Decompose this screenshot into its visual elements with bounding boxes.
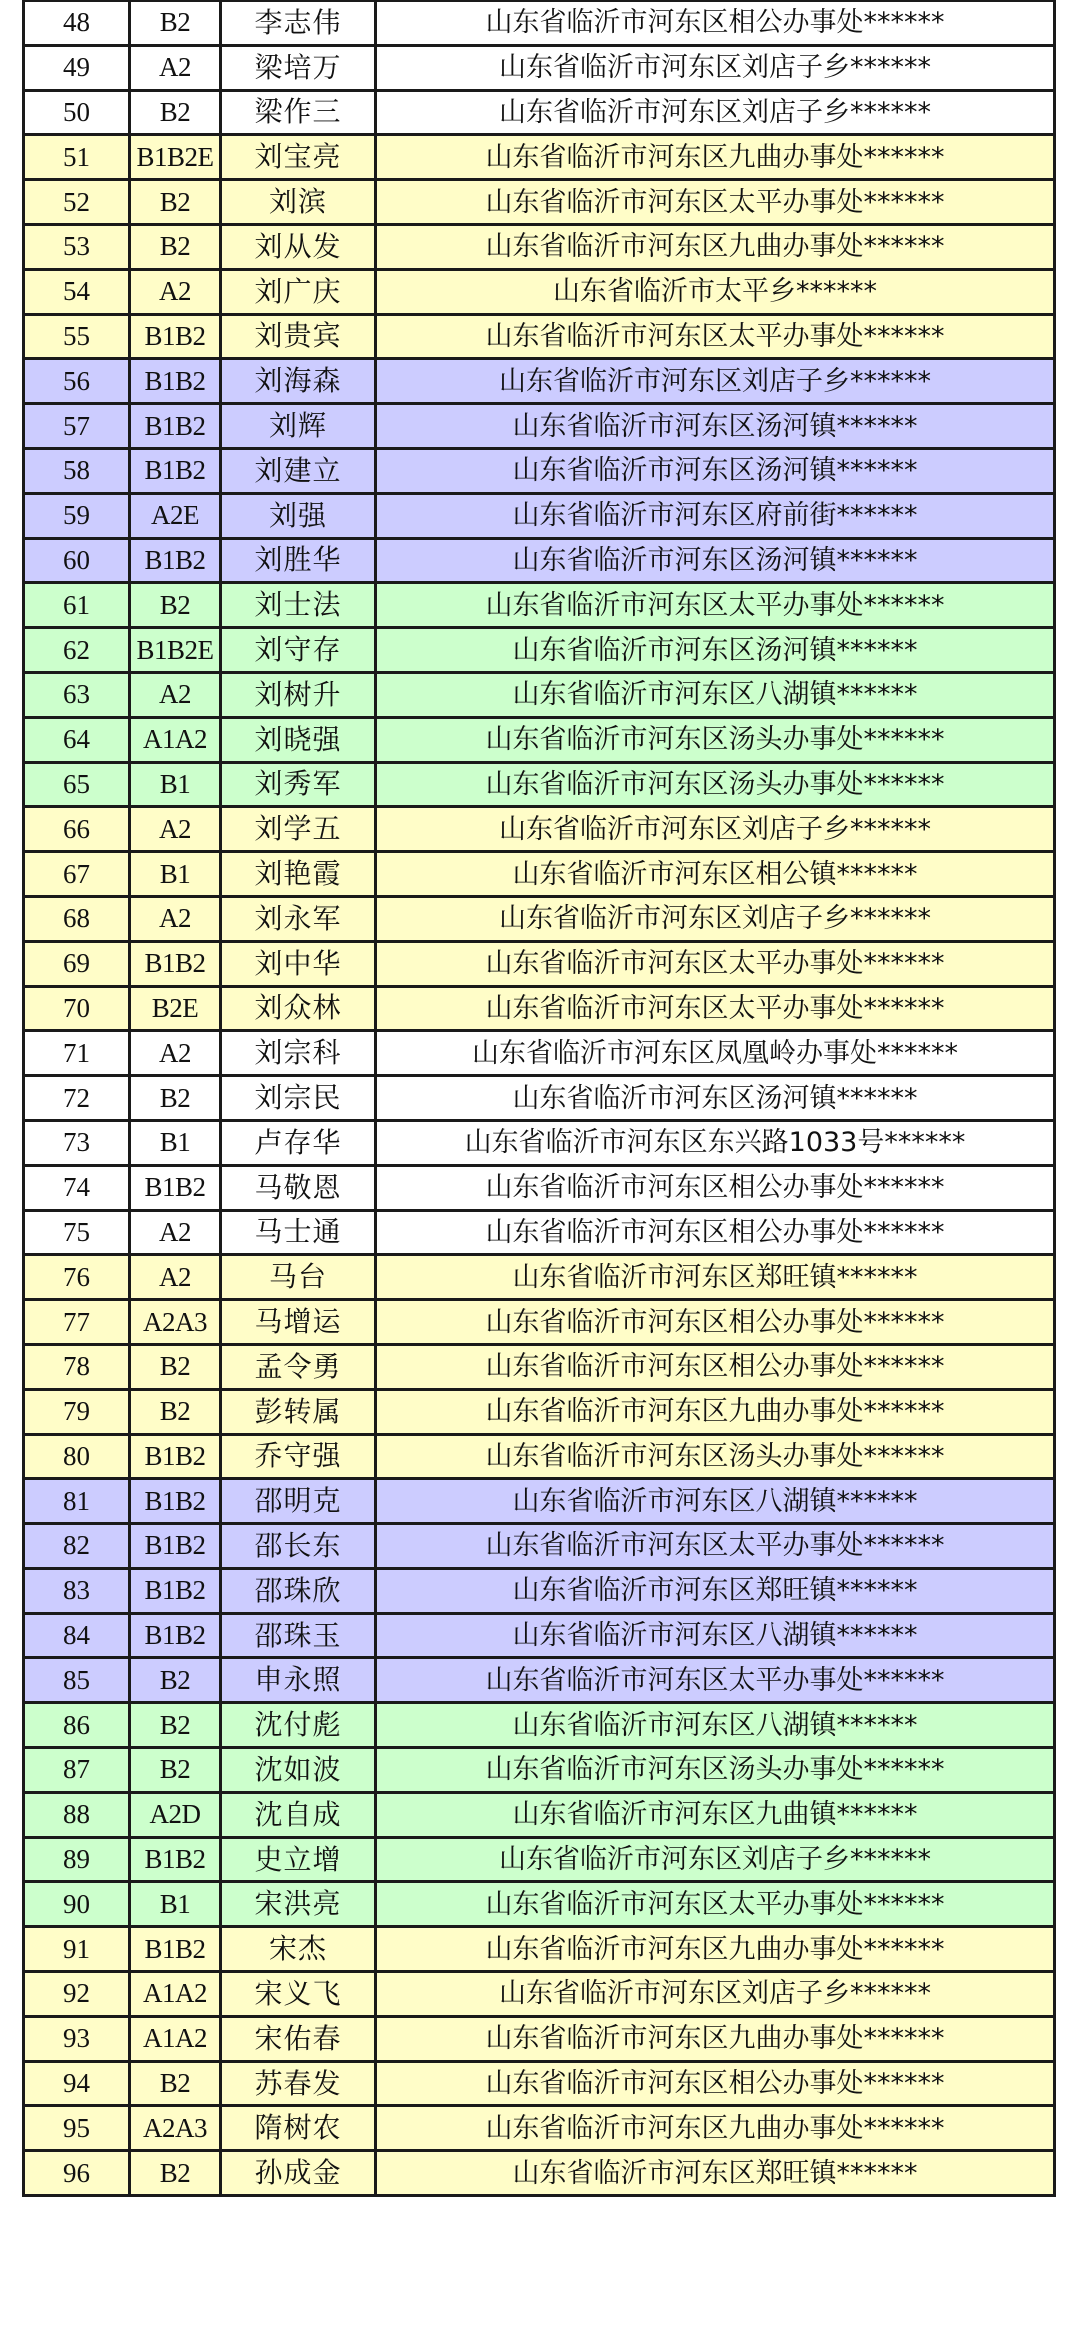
license-class-cell[interactable]: B2 [130, 1389, 221, 1434]
row-number-cell[interactable]: 52 [24, 180, 130, 225]
person-name-cell[interactable]: 刘秀军 [221, 762, 376, 807]
table-row[interactable] [24, 2016, 1055, 2061]
table-row[interactable] [24, 1344, 1055, 1389]
person-name-cell[interactable]: 刘众林 [221, 986, 376, 1031]
address-cell[interactable]: 山东省临沂市河东区八湖镇****** [376, 1479, 1055, 1524]
person-name-cell[interactable]: 刘广庆 [221, 269, 376, 314]
person-name-cell[interactable]: 刘海森 [221, 359, 376, 404]
license-class-cell[interactable]: A2 [130, 896, 221, 941]
license-class-cell[interactable]: A2A3 [130, 1300, 221, 1345]
person-name-cell[interactable]: 乔守强 [221, 1434, 376, 1479]
table-row[interactable] [24, 1882, 1055, 1927]
row-number-cell[interactable]: 71 [24, 1031, 130, 1076]
license-class-cell[interactable]: A2E [130, 493, 221, 538]
address-cell[interactable]: 山东省临沂市河东区太平办事处****** [376, 583, 1055, 628]
address-cell[interactable]: 山东省临沂市河东区郑旺镇****** [376, 1255, 1055, 1300]
address-cell[interactable]: 山东省临沂市河东区太平办事处****** [376, 986, 1055, 1031]
license-class-cell[interactable]: A2 [130, 672, 221, 717]
table-row[interactable] [24, 1658, 1055, 1703]
license-class-cell[interactable]: B1B2 [130, 941, 221, 986]
license-class-cell[interactable]: A2 [130, 1210, 221, 1255]
address-cell[interactable]: 山东省临沂市河东区九曲镇****** [376, 1792, 1055, 1837]
table-row[interactable] [24, 1120, 1055, 1165]
row-number-cell[interactable]: 65 [24, 762, 130, 807]
table-row[interactable] [24, 628, 1055, 673]
table-row[interactable] [24, 762, 1055, 807]
row-number-cell[interactable]: 63 [24, 672, 130, 717]
row-number-cell[interactable]: 82 [24, 1524, 130, 1569]
row-number-cell[interactable]: 93 [24, 2016, 130, 2061]
person-name-cell[interactable]: 梁作三 [221, 90, 376, 135]
table-row[interactable] [24, 896, 1055, 941]
license-class-cell[interactable]: B2 [130, 1703, 221, 1748]
person-name-cell[interactable]: 邵明克 [221, 1479, 376, 1524]
address-cell[interactable]: 山东省临沂市河东区汤头办事处****** [376, 762, 1055, 807]
person-name-cell[interactable]: 刘士法 [221, 583, 376, 628]
person-name-cell[interactable]: 宋佑春 [221, 2016, 376, 2061]
address-cell[interactable]: 山东省临沂市河东区太平办事处****** [376, 941, 1055, 986]
row-number-cell[interactable]: 85 [24, 1658, 130, 1703]
table-row[interactable] [24, 90, 1055, 135]
row-number-cell[interactable]: 59 [24, 493, 130, 538]
table-row[interactable] [24, 1568, 1055, 1613]
row-number-cell[interactable]: 51 [24, 135, 130, 180]
person-name-cell[interactable]: 刘贵宾 [221, 314, 376, 359]
row-number-cell[interactable]: 57 [24, 404, 130, 449]
address-cell[interactable]: 山东省临沂市河东区凤凰岭办事处****** [376, 1031, 1055, 1076]
person-name-cell[interactable]: 邵珠欣 [221, 1568, 376, 1613]
person-name-cell[interactable]: 李志伟 [221, 1, 376, 46]
table-row[interactable] [24, 359, 1055, 404]
person-name-cell[interactable]: 邵珠玉 [221, 1613, 376, 1658]
table-row[interactable] [24, 2151, 1055, 2196]
license-class-cell[interactable]: B1B2 [130, 404, 221, 449]
person-name-cell[interactable]: 沈自成 [221, 1792, 376, 1837]
person-name-cell[interactable]: 沈如波 [221, 1748, 376, 1793]
license-class-cell[interactable]: B1B2 [130, 1568, 221, 1613]
table-row[interactable] [24, 1434, 1055, 1479]
table-row[interactable] [24, 1748, 1055, 1793]
table-row[interactable] [24, 269, 1055, 314]
license-class-cell[interactable]: B2 [130, 1076, 221, 1121]
spreadsheet[interactable] [22, 0, 1053, 2197]
license-class-cell[interactable]: B1B2 [130, 314, 221, 359]
person-name-cell[interactable]: 彭转属 [221, 1389, 376, 1434]
address-cell[interactable]: 山东省临沂市河东区相公办事处****** [376, 1344, 1055, 1389]
license-class-cell[interactable]: A1A2 [130, 717, 221, 762]
row-number-cell[interactable]: 72 [24, 1076, 130, 1121]
address-cell[interactable]: 山东省临沂市河东区相公办事处****** [376, 1, 1055, 46]
row-number-cell[interactable]: 64 [24, 717, 130, 762]
table-row[interactable] [24, 1927, 1055, 1972]
row-number-cell[interactable]: 95 [24, 2106, 130, 2151]
table-row[interactable] [24, 1031, 1055, 1076]
row-number-cell[interactable]: 60 [24, 538, 130, 583]
table-row[interactable] [24, 180, 1055, 225]
license-class-cell[interactable]: B2 [130, 224, 221, 269]
table-row[interactable] [24, 1255, 1055, 1300]
row-number-cell[interactable]: 94 [24, 2061, 130, 2106]
row-number-cell[interactable]: 74 [24, 1165, 130, 1210]
license-class-cell[interactable]: A2 [130, 269, 221, 314]
address-cell[interactable]: 山东省临沂市河东区太平办事处****** [376, 180, 1055, 225]
address-cell[interactable]: 山东省临沂市河东区八湖镇****** [376, 1703, 1055, 1748]
license-class-cell[interactable]: B2 [130, 180, 221, 225]
license-class-cell[interactable]: B2 [130, 1748, 221, 1793]
person-name-cell[interactable]: 卢存华 [221, 1120, 376, 1165]
row-number-cell[interactable]: 68 [24, 896, 130, 941]
license-class-cell[interactable]: A2 [130, 1255, 221, 1300]
table-row[interactable] [24, 852, 1055, 897]
table-row[interactable] [24, 1703, 1055, 1748]
address-cell[interactable]: 山东省临沂市河东区刘店子乡****** [376, 90, 1055, 135]
license-class-cell[interactable]: A2 [130, 45, 221, 90]
row-number-cell[interactable]: 73 [24, 1120, 130, 1165]
row-number-cell[interactable]: 66 [24, 807, 130, 852]
row-number-cell[interactable]: 78 [24, 1344, 130, 1389]
address-cell[interactable]: 山东省临沂市河东区太平办事处****** [376, 1524, 1055, 1569]
address-cell[interactable]: 山东省临沂市河东区汤河镇****** [376, 538, 1055, 583]
person-name-cell[interactable]: 刘中华 [221, 941, 376, 986]
license-class-cell[interactable]: A1A2 [130, 2016, 221, 2061]
address-cell[interactable]: 山东省临沂市河东区太平办事处****** [376, 314, 1055, 359]
row-number-cell[interactable]: 79 [24, 1389, 130, 1434]
row-number-cell[interactable]: 56 [24, 359, 130, 404]
license-class-cell[interactable]: B1B2E [130, 135, 221, 180]
person-name-cell[interactable]: 隋树农 [221, 2106, 376, 2151]
table-row[interactable] [24, 986, 1055, 1031]
person-name-cell[interactable]: 刘从发 [221, 224, 376, 269]
table-row[interactable] [24, 1389, 1055, 1434]
table-row[interactable] [24, 1300, 1055, 1345]
license-class-cell[interactable]: B2 [130, 1, 221, 46]
row-number-cell[interactable]: 76 [24, 1255, 130, 1300]
person-name-cell[interactable]: 宋洪亮 [221, 1882, 376, 1927]
row-number-cell[interactable]: 96 [24, 2151, 130, 2196]
row-number-cell[interactable]: 61 [24, 583, 130, 628]
license-class-cell[interactable]: A2 [130, 807, 221, 852]
row-number-cell[interactable]: 53 [24, 224, 130, 269]
license-class-cell[interactable]: B1 [130, 762, 221, 807]
license-class-cell[interactable]: B1 [130, 852, 221, 897]
table-row[interactable] [24, 493, 1055, 538]
table-row[interactable] [24, 1, 1055, 46]
row-number-cell[interactable]: 75 [24, 1210, 130, 1255]
table-row[interactable] [24, 583, 1055, 628]
address-cell[interactable]: 山东省临沂市河东区汤河镇****** [376, 1076, 1055, 1121]
row-number-cell[interactable]: 58 [24, 448, 130, 493]
address-cell[interactable]: 山东省临沂市河东区太平办事处****** [376, 1882, 1055, 1927]
license-class-cell[interactable]: B2 [130, 1658, 221, 1703]
table-row[interactable] [24, 2061, 1055, 2106]
address-cell[interactable]: 山东省临沂市河东区九曲办事处****** [376, 1389, 1055, 1434]
table-row[interactable] [24, 314, 1055, 359]
row-number-cell[interactable]: 89 [24, 1837, 130, 1882]
license-class-cell[interactable]: B2E [130, 986, 221, 1031]
table-row[interactable] [24, 941, 1055, 986]
license-class-cell[interactable]: A1A2 [130, 1972, 221, 2017]
address-cell[interactable]: 山东省临沂市河东区郑旺镇****** [376, 1568, 1055, 1613]
license-class-cell[interactable]: B1B2 [130, 1837, 221, 1882]
record-table [22, 0, 1056, 2197]
row-number-cell[interactable]: 80 [24, 1434, 130, 1479]
address-cell[interactable]: 山东省临沂市河东区九曲办事处****** [376, 135, 1055, 180]
table-row[interactable] [24, 1076, 1055, 1121]
license-class-cell[interactable]: B1B2 [130, 1434, 221, 1479]
license-class-cell[interactable]: B1B2 [130, 448, 221, 493]
person-name-cell[interactable]: 邵长东 [221, 1524, 376, 1569]
address-cell[interactable]: 山东省临沂市河东区府前街****** [376, 493, 1055, 538]
row-number-cell[interactable]: 90 [24, 1882, 130, 1927]
person-name-cell[interactable]: 史立增 [221, 1837, 376, 1882]
license-class-cell[interactable]: B1B2 [130, 1479, 221, 1524]
person-name-cell[interactable]: 马台 [221, 1255, 376, 1300]
row-number-cell[interactable]: 49 [24, 45, 130, 90]
address-cell[interactable]: 山东省临沂市河东区汤河镇****** [376, 448, 1055, 493]
license-class-cell[interactable]: B2 [130, 1344, 221, 1389]
row-number-cell[interactable]: 86 [24, 1703, 130, 1748]
table-row[interactable] [24, 404, 1055, 449]
address-cell[interactable]: 山东省临沂市河东区刘店子乡****** [376, 45, 1055, 90]
row-number-cell[interactable]: 69 [24, 941, 130, 986]
table-row[interactable] [24, 1210, 1055, 1255]
person-name-cell[interactable]: 刘辉 [221, 404, 376, 449]
person-name-cell[interactable]: 马敬恩 [221, 1165, 376, 1210]
row-number-cell[interactable]: 88 [24, 1792, 130, 1837]
license-class-cell[interactable]: B1B2 [130, 1613, 221, 1658]
address-cell[interactable]: 山东省临沂市河东区东兴路1033号****** [376, 1120, 1055, 1165]
row-number-cell[interactable]: 87 [24, 1748, 130, 1793]
license-class-cell[interactable]: B2 [130, 2151, 221, 2196]
row-number-cell[interactable]: 70 [24, 986, 130, 1031]
person-name-cell[interactable]: 刘宝亮 [221, 135, 376, 180]
license-class-cell[interactable]: B1B2 [130, 1524, 221, 1569]
license-class-cell[interactable]: B1B2 [130, 1165, 221, 1210]
address-cell[interactable]: 山东省临沂市河东区刘店子乡****** [376, 359, 1055, 404]
table-row[interactable] [24, 1837, 1055, 1882]
license-class-cell[interactable]: B2 [130, 2061, 221, 2106]
license-class-cell[interactable]: B1B2E [130, 628, 221, 673]
address-cell[interactable]: 山东省临沂市河东区刘店子乡****** [376, 807, 1055, 852]
person-name-cell[interactable]: 刘艳霞 [221, 852, 376, 897]
address-cell[interactable]: 山东省临沂市河东区相公镇****** [376, 852, 1055, 897]
table-row[interactable] [24, 224, 1055, 269]
person-name-cell[interactable]: 刘宗民 [221, 1076, 376, 1121]
person-name-cell[interactable]: 刘建立 [221, 448, 376, 493]
table-row[interactable] [24, 717, 1055, 762]
address-cell[interactable]: 山东省临沂市河东区汤头办事处****** [376, 717, 1055, 762]
license-class-cell[interactable]: B1 [130, 1882, 221, 1927]
table-row[interactable] [24, 1479, 1055, 1524]
table-row[interactable] [24, 1792, 1055, 1837]
table-row[interactable] [24, 45, 1055, 90]
person-name-cell[interactable]: 刘树升 [221, 672, 376, 717]
license-class-cell[interactable]: B2 [130, 583, 221, 628]
row-number-cell[interactable]: 54 [24, 269, 130, 314]
address-cell[interactable]: 山东省临沂市河东区汤河镇****** [376, 628, 1055, 673]
person-name-cell[interactable]: 沈付彪 [221, 1703, 376, 1748]
table-row[interactable] [24, 2106, 1055, 2151]
address-cell[interactable]: 山东省临沂市河东区九曲办事处****** [376, 224, 1055, 269]
address-cell[interactable]: 山东省临沂市河东区九曲办事处****** [376, 2016, 1055, 2061]
person-name-cell[interactable]: 宋杰 [221, 1927, 376, 1972]
person-name-cell[interactable]: 苏春发 [221, 2061, 376, 2106]
license-class-cell[interactable]: B1 [130, 1120, 221, 1165]
license-class-cell[interactable]: A2A3 [130, 2106, 221, 2151]
address-cell[interactable]: 山东省临沂市河东区相公办事处****** [376, 1300, 1055, 1345]
person-name-cell[interactable]: 刘宗科 [221, 1031, 376, 1076]
address-cell[interactable]: 山东省临沂市河东区八湖镇****** [376, 672, 1055, 717]
person-name-cell[interactable]: 刘永军 [221, 896, 376, 941]
row-number-cell[interactable]: 77 [24, 1300, 130, 1345]
table-row[interactable] [24, 448, 1055, 493]
row-number-cell[interactable]: 55 [24, 314, 130, 359]
address-cell[interactable]: 山东省临沂市太平乡****** [376, 269, 1055, 314]
row-number-cell[interactable]: 48 [24, 1, 130, 46]
license-class-cell[interactable]: B1B2 [130, 359, 221, 404]
row-number-cell[interactable]: 92 [24, 1972, 130, 2017]
person-name-cell[interactable]: 孙成金 [221, 2151, 376, 2196]
person-name-cell[interactable]: 马士通 [221, 1210, 376, 1255]
table-row[interactable] [24, 538, 1055, 583]
row-number-cell[interactable]: 50 [24, 90, 130, 135]
table-row[interactable] [24, 672, 1055, 717]
table-row[interactable] [24, 807, 1055, 852]
table-body [24, 1, 1055, 2196]
address-cell[interactable]: 山东省临沂市河东区八湖镇****** [376, 1613, 1055, 1658]
address-cell[interactable]: 山东省临沂市河东区刘店子乡****** [376, 896, 1055, 941]
person-name-cell[interactable]: 马增运 [221, 1300, 376, 1345]
person-name-cell[interactable]: 刘晓强 [221, 717, 376, 762]
table-row[interactable] [24, 1972, 1055, 2017]
person-name-cell[interactable]: 梁培万 [221, 45, 376, 90]
person-name-cell[interactable]: 宋义飞 [221, 1972, 376, 2017]
license-class-cell[interactable]: A2D [130, 1792, 221, 1837]
address-cell[interactable]: 山东省临沂市河东区刘店子乡****** [376, 1972, 1055, 2017]
address-cell[interactable]: 山东省临沂市河东区相公办事处****** [376, 1210, 1055, 1255]
person-name-cell[interactable]: 刘滨 [221, 180, 376, 225]
row-number-cell[interactable]: 67 [24, 852, 130, 897]
address-cell[interactable]: 山东省临沂市河东区九曲办事处****** [376, 1927, 1055, 1972]
person-name-cell[interactable]: 刘守存 [221, 628, 376, 673]
address-cell[interactable]: 山东省临沂市河东区郑旺镇****** [376, 2151, 1055, 2196]
person-name-cell[interactable]: 孟令勇 [221, 1344, 376, 1389]
table-row[interactable] [24, 135, 1055, 180]
address-cell[interactable]: 山东省临沂市河东区九曲办事处****** [376, 2106, 1055, 2151]
row-number-cell[interactable]: 84 [24, 1613, 130, 1658]
license-class-cell[interactable]: B1B2 [130, 1927, 221, 1972]
row-number-cell[interactable]: 81 [24, 1479, 130, 1524]
person-name-cell[interactable]: 申永照 [221, 1658, 376, 1703]
address-cell[interactable]: 山东省临沂市河东区相公办事处****** [376, 2061, 1055, 2106]
license-class-cell[interactable]: B2 [130, 90, 221, 135]
table-row[interactable] [24, 1613, 1055, 1658]
person-name-cell[interactable]: 刘强 [221, 493, 376, 538]
address-cell[interactable]: 山东省临沂市河东区太平办事处****** [376, 1658, 1055, 1703]
table-row[interactable] [24, 1524, 1055, 1569]
address-cell[interactable]: 山东省临沂市河东区相公办事处****** [376, 1165, 1055, 1210]
address-cell[interactable]: 山东省临沂市河东区汤河镇****** [376, 404, 1055, 449]
license-class-cell[interactable]: A2 [130, 1031, 221, 1076]
table-row[interactable] [24, 1165, 1055, 1210]
row-number-cell[interactable]: 83 [24, 1568, 130, 1613]
row-number-cell[interactable]: 91 [24, 1927, 130, 1972]
address-cell[interactable]: 山东省临沂市河东区汤头办事处****** [376, 1434, 1055, 1479]
person-name-cell[interactable]: 刘胜华 [221, 538, 376, 583]
row-number-cell[interactable]: 62 [24, 628, 130, 673]
address-cell[interactable]: 山东省临沂市河东区刘店子乡****** [376, 1837, 1055, 1882]
person-name-cell[interactable]: 刘学五 [221, 807, 376, 852]
license-class-cell[interactable]: B1B2 [130, 538, 221, 583]
address-cell[interactable]: 山东省临沂市河东区汤头办事处****** [376, 1748, 1055, 1793]
